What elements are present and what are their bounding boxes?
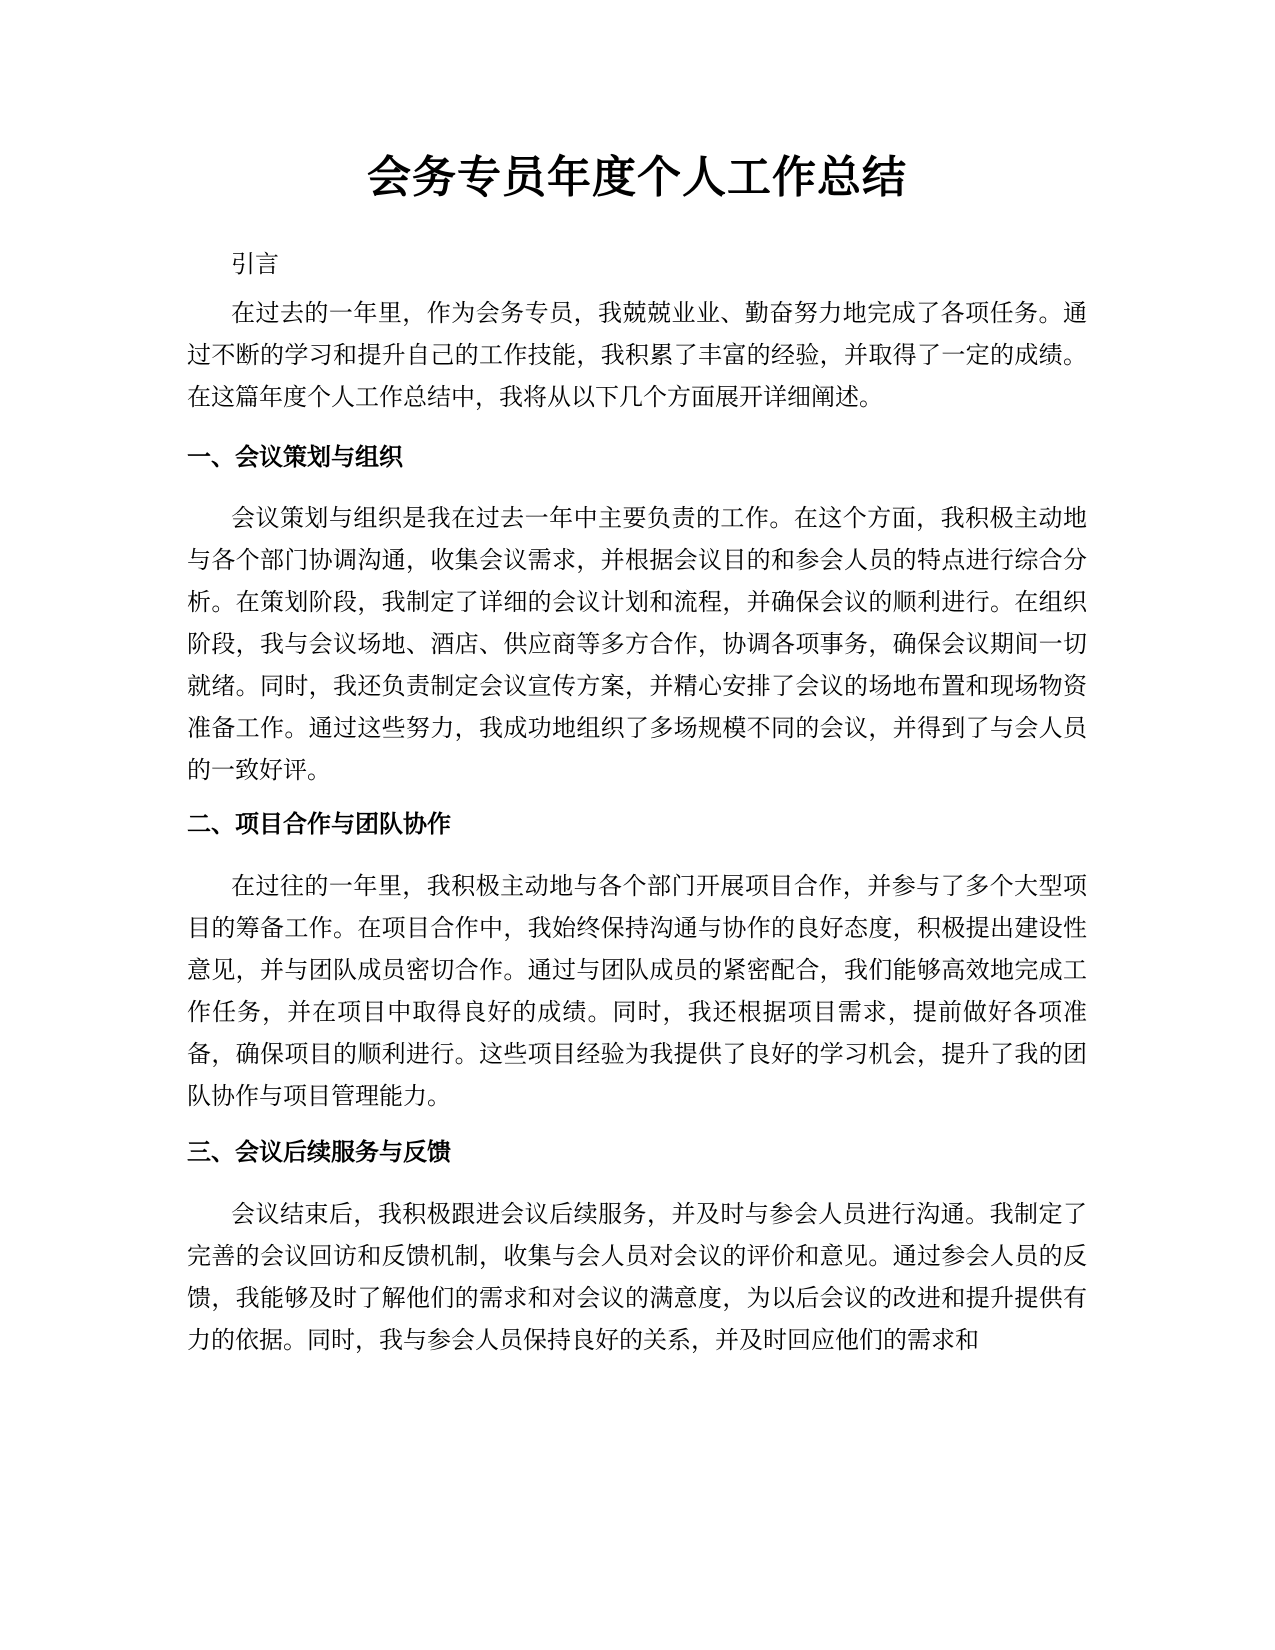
section-heading-2: 二、项目合作与团队协作 — [187, 810, 451, 838]
section-paragraph-2: 在过往的一年里，我积极主动地与各个部门开展项目合作，并参与了多个大型项目的筹备工作。在项目合作中，我始终保持沟通与协作的良好态度，积极提出建设性意见，并与团队成员密切合作。通过与团队成员的紧密配合，我们能够高效地完成工作任务，并在项目中取得良好的成绩。同时，我还根据项目需求，提前做好各项准备，确保项目的顺利进行。这些项目经验为我提供了良好的学习机会，提升了我的团队协作与项目管理能力。 — [187, 872, 1087, 1110]
document-title: 会务专员年度个人工作总结 — [367, 152, 907, 203]
section-heading-1: 一、会议策划与组织 — [187, 443, 403, 471]
section-heading-3: 三、会议后续服务与反馈 — [187, 1138, 451, 1166]
intro-label: 引言 — [231, 250, 279, 278]
section-paragraph-1: 会议策划与组织是我在过去一年中主要负责的工作。在这个方面，我积极主动地与各个部门协调沟通，收集会议需求，并根据会议目的和参会人员的特点进行综合分析。在策划阶段，我制定了详细的会议计划和流程，并确保会议的顺利进行。在组织阶段，我与会议场地、酒店、供应商等多方合作，协调各项事务，确保会议期间一切就绪。同时，我还负责制定会议宣传方案，并精心安排了会议的场地布置和现场物资准备工作。通过这些努力，我成功地组织了多场规模不同的会议，并得到了与会人员的一致好评。 — [187, 504, 1087, 784]
section-paragraph-3: 会议结束后，我积极跟进会议后续服务，并及时与参会人员进行沟通。我制定了完善的会议回访和反馈机制，收集与会人员对会议的评价和意见。通过参会人员的反馈，我能够及时了解他们的需求和对会议的满意度，为以后会议的改进和提升提供有力的依据。同时，我与参会人员保持良好的关系，并及时回应他们的需求和 — [187, 1200, 1087, 1354]
intro-paragraph: 在过去的一年里，作为会务专员，我兢兢业业、勤奋努力地完成了各项任务。通过不断的学习和提升自己的工作技能，我积累了丰富的经验，并取得了一定的成绩。在这篇年度个人工作总结中，我将从以下几个方面展开详细阐述。 — [187, 299, 1087, 411]
